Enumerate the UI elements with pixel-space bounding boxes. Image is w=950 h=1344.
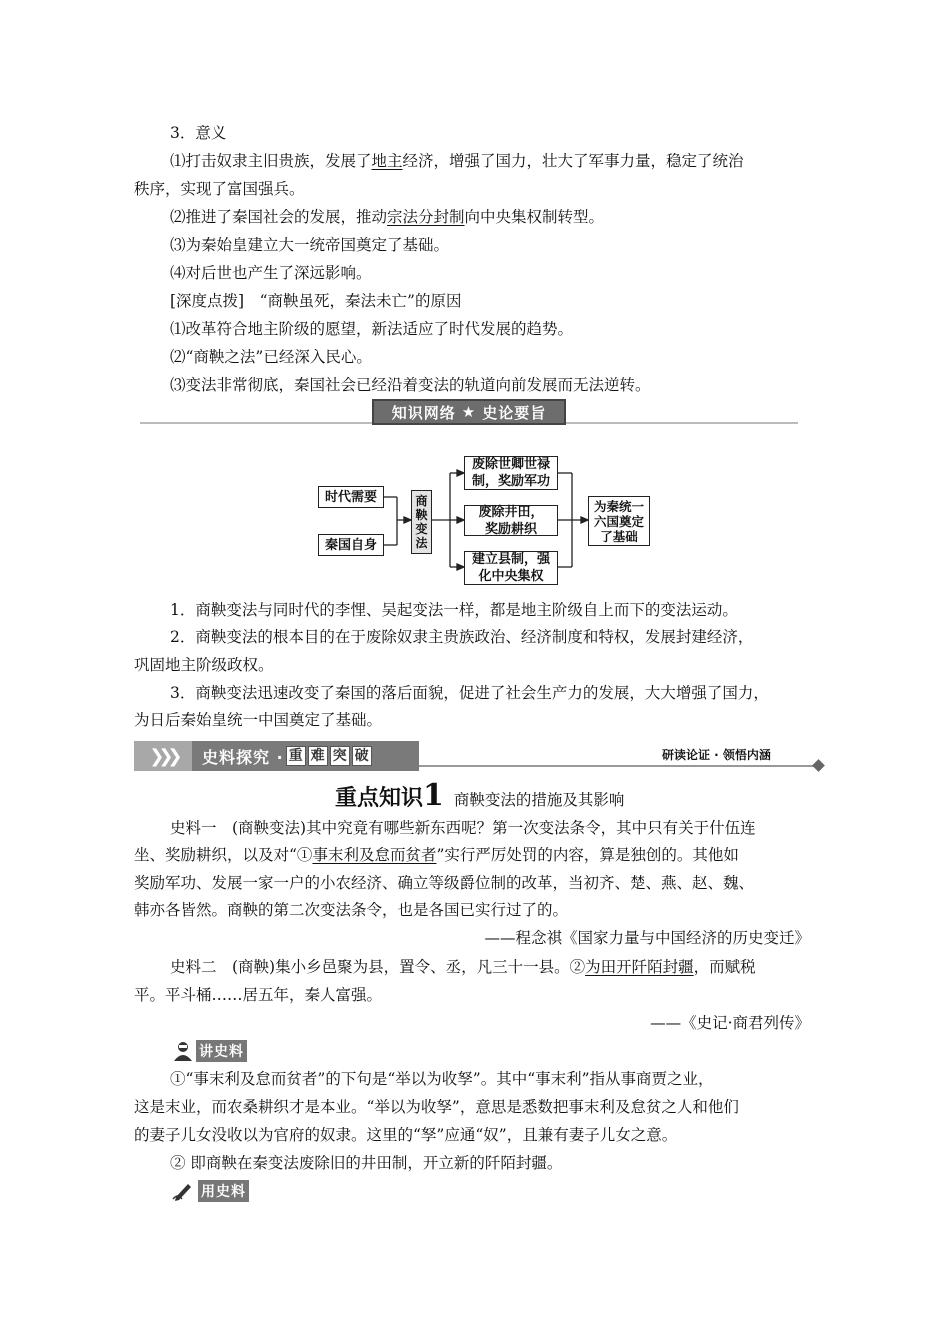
teacher-icon [172, 1041, 194, 1061]
summary-2: 2．商鞅变法的根本目的在于废除奴隶主贵族政治、经济制度和特权，发展封建经济， [170, 628, 754, 646]
section-title: 史料探究 · [202, 747, 284, 767]
section-subtitle: 研读论证 · 领悟内涵 [662, 748, 771, 762]
explain-line-2: 这是末业，而农桑耕织才是本业。“举以为收孥”，意思是悉数把事末利及怠贫之人和他们 [134, 1098, 739, 1116]
measure-abolish-hereditary-box: 废除世卿世禄制，奖励军功 [464, 456, 558, 490]
source-1-line-4: 韩亦各皆然。商鞅的第二次变法条令，也是各国已实行过了的。 [134, 901, 569, 919]
source-2-citation: ——《史记·商君列传》 [650, 1014, 810, 1032]
banner-left-label: 知识网络 [391, 403, 456, 422]
section-banner [134, 741, 419, 771]
section-title-char-1: 重 [286, 746, 306, 766]
measure-abolish-well-field-box: 废除井田，奖励耕织 [464, 505, 558, 536]
section-title-char-3: 突 [330, 746, 350, 766]
meaning-item-4: ⑷对后世也产生了深远影响。 [170, 264, 372, 282]
result-box: 为秦统一六国奠定了基础 [588, 496, 650, 546]
explain-line-4: ② 即商鞅在秦变法废除旧的井田制，开立新的阡陌封疆。 [170, 1154, 563, 1172]
chevron-icon: ❯❯❯ [134, 741, 192, 771]
explain-tag: 讲史料 [172, 1040, 247, 1062]
meaning-item-1: ⑴打击奴隶主旧贵族，发展了地主经济，增强了国力，壮大了军事力量，稳定了统治 [170, 152, 744, 170]
section-title-char-4: 破 [352, 746, 372, 766]
use-tag: 用史料 [172, 1180, 249, 1202]
meaning-heading: 3．意义 [170, 124, 227, 142]
star-icon: ★ [461, 403, 477, 421]
source-2-line-1: 史料二 (商鞅)集小乡邑聚为县，置令、丞，凡三十一县。②为田开阡陌封疆，而赋税 [170, 958, 756, 976]
pen-icon [172, 1181, 196, 1201]
meaning-item-2: ⑵推进了秦国社会的发展，推动宗法分封制向中央集权制转型。 [170, 208, 605, 226]
cause-era-box: 时代需要 [318, 486, 384, 508]
explain-line-1: ①“事末利及怠而贫者”的下句是“举以为收孥”。其中“事末利”指从事商贾之业， [170, 1070, 714, 1088]
source-1-line-2: 坐、奖励耕织，以及对“①事末利及怠而贫者”实行严厉处罚的内容，算是独创的。其他如 [134, 846, 739, 864]
source-1-line-1: 史料一 (商鞅变法)其中究竟有哪些新东西呢？第一次变法条令，其中只有关于什伍连 [170, 819, 756, 837]
deep-item-1: ⑴改革符合地主阶级的愿望，新法适应了时代发展的趋势。 [170, 320, 574, 338]
explain-line-3: 的妻子儿女没收以为官府的奴隶。这里的“孥”应通“奴”，且兼有妻子儿女之意。 [134, 1126, 678, 1144]
summary-3: 3．商鞅变法迅速改变了秦国的落后面貌，促进了社会生产力的发展，大大增强了国力， [170, 684, 769, 702]
source-1-line-3: 奖励军功、发展一家一户的小农经济、确立等级爵位制的改革，当初齐、楚、燕、赵、魏、 [134, 874, 755, 892]
cause-qin-box: 秦国自身 [318, 534, 384, 556]
meaning-item-3: ⑶为秦始皇建立大一统帝国奠定了基础。 [170, 236, 450, 254]
key-point-title: 重点知识1 商鞅变法的措施及其影响 [335, 778, 625, 813]
source-1-citation: ——程念祺《国家力量与中国经济的历史变迁》 [484, 929, 810, 947]
deep-item-2: ⑵“商鞅之法”已经深入民心。 [170, 348, 372, 366]
summary-3-cont: 为日后秦始皇统一中国奠定了基础。 [134, 711, 383, 729]
meaning-item-1-cont: 秩序，实现了富国强兵。 [134, 180, 305, 198]
banner-right-label: 史论要旨 [482, 403, 547, 422]
measure-county-system-box: 建立县制，强化中央集权 [464, 551, 558, 585]
section-title-char-2: 难 [308, 746, 328, 766]
deep-item-3: ⑶变法非常彻底，秦国社会已经沿着变法的轨道向前发展而无法逆转。 [170, 376, 651, 394]
summary-1: 1．商鞅变法与同时代的李悝、吴起变法一样，都是地主阶级自上而下的变法运动。 [170, 601, 738, 619]
summary-2-cont: 巩固地主阶级政权。 [134, 656, 274, 674]
source-2-line-2: 平。平斗桶……居五年，秦人富强。 [134, 986, 383, 1004]
shang-yang-reform-box: 商鞅变法 [411, 490, 432, 554]
deep-heading: [深度点拨] “商鞅虽死，秦法未亡”的原因 [170, 292, 462, 310]
section-rule [419, 765, 814, 767]
